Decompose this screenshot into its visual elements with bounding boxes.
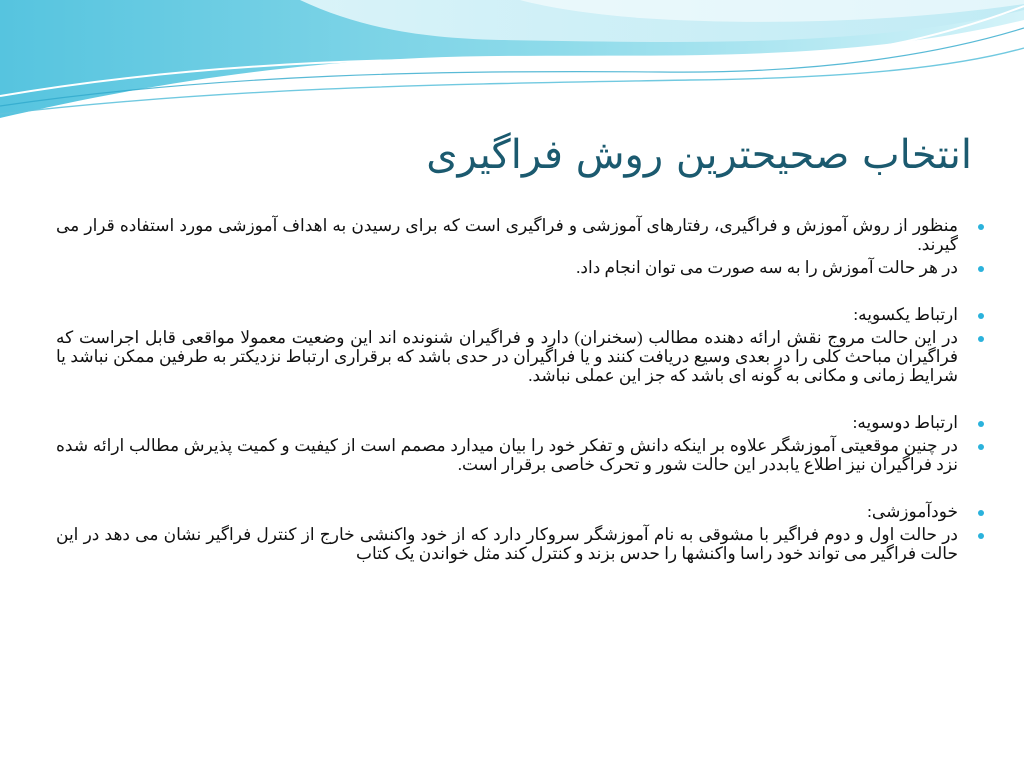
content-bullet-list xyxy=(56,216,958,563)
bullet-definition: منظور از روش آموزش و فراگیری، رفتارهای آموزشی و فراگیری است که برای رسیدن به اهداف آموزشی مورد استفاده قرار می گیرند. xyxy=(56,216,958,254)
bullet-one-way-heading: ارتباط یکسویه: xyxy=(56,305,958,324)
bullet-two-way-heading: ارتباط دوسویه: xyxy=(56,413,958,432)
bullet-self-learning-text: در حالت اول و دوم فراگیر با مشوقی به نام آموزشگر سروکار دارد که از خود واکنشی خارج از کنترل فراگیر نشان می دهد در این حالت فراگیر می تواند خود راسا واکنشها را حدس بزند و کنترل کند مثل خواندن یک کتاب xyxy=(56,525,958,563)
header-wave-decoration xyxy=(0,0,1024,130)
bullet-one-way-text: در این حالت مروج نقش ارائه دهنده مطالب (سخنران) دارد و فراگیران شنونده اند این وضعیت معمولا مواقعی قابل اجراست که فراگیران مباحث کلی را در بعدی وسیع دریافت کنند و یا فراگیران در حدی باشد که برقراری ارتباط نزدیکتر به طرفین ممکن نباشد یا شرایط زمانی و مکانی به گونه ای باشد که جز این عملی نباشد. xyxy=(56,328,958,385)
bullet-three-modes: در هر حالت آموزش را به سه صورت می توان انجام داد. xyxy=(56,258,958,277)
slide-title: انتخاب صحیحترین روش فراگیری xyxy=(426,132,972,178)
bullet-two-way-text: در چنین موقعیتی آموزشگر علاوه بر اینکه دانش و تفکر خود را بیان میدارد مصمم است از کیفیت و کمیت پذیرش مطالب ارائه شده نزد فراگیران نیز اطلاع یابددر این حالت شور و تحرک خاصی برقرار است. xyxy=(56,436,958,474)
bullet-self-learning-heading: خودآموزشی: xyxy=(56,502,958,521)
